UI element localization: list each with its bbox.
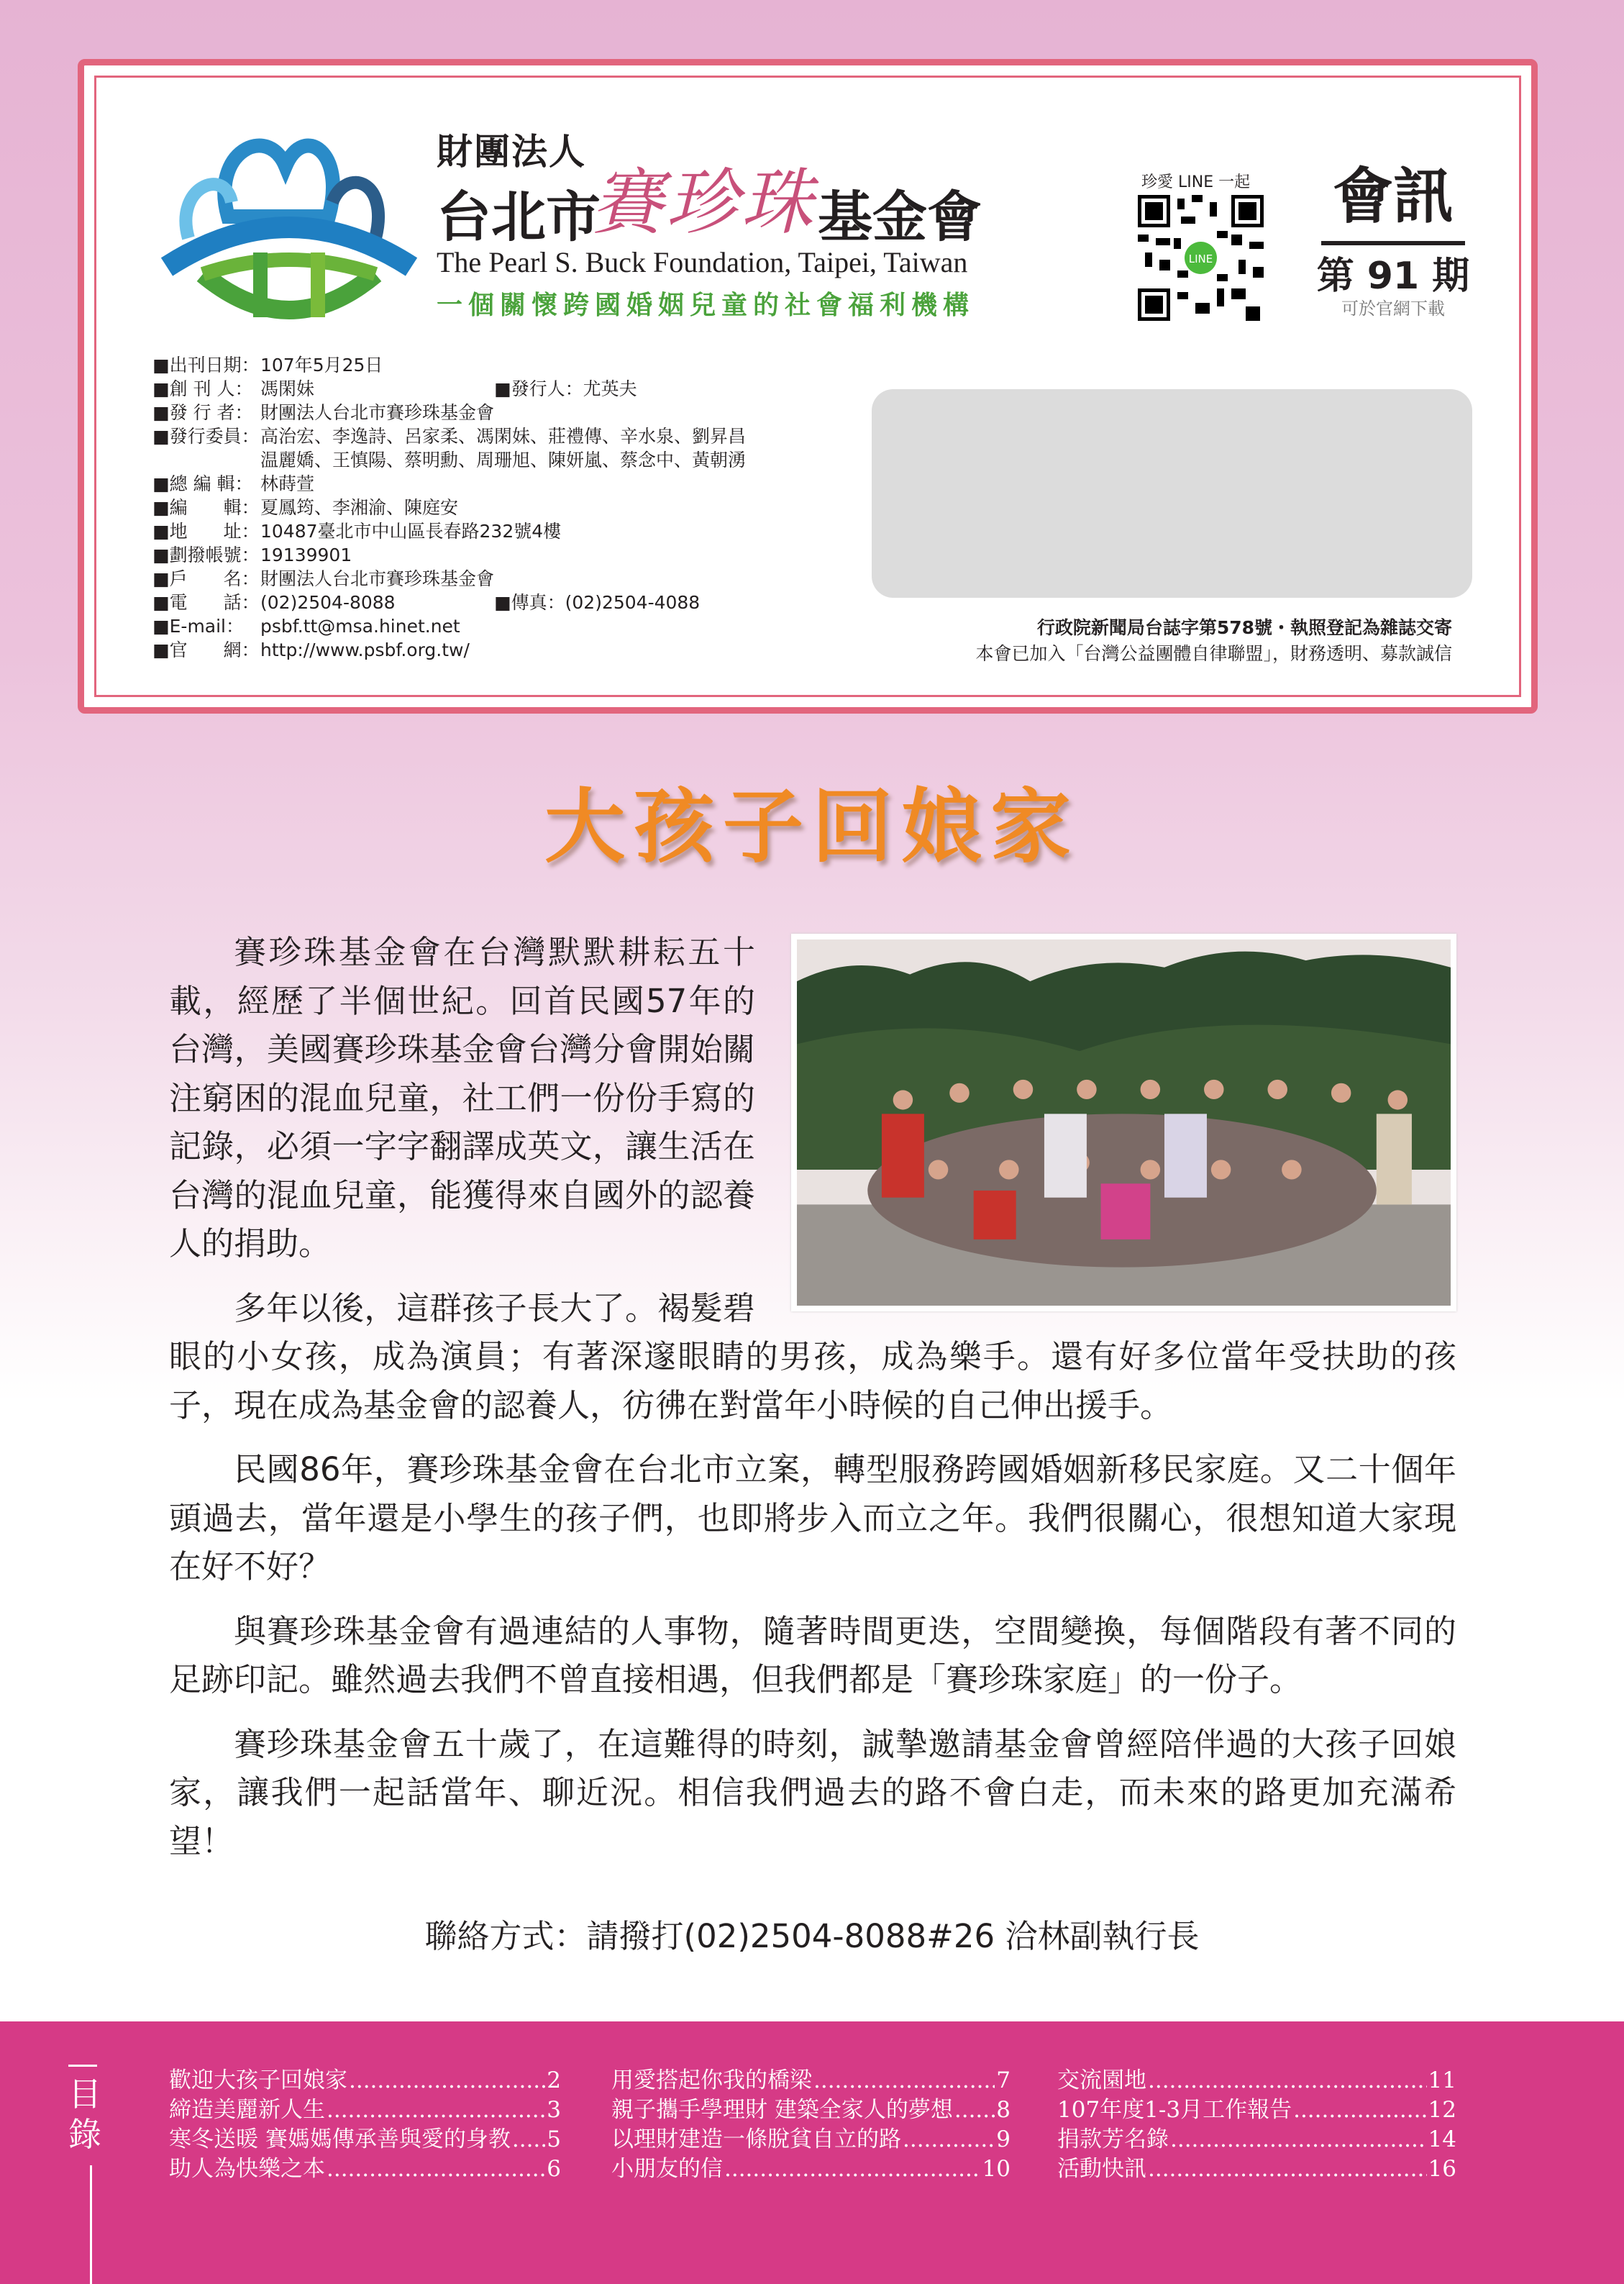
info-label: ■ 官 網： xyxy=(152,638,260,662)
info-label: ■ 劃撥帳號： xyxy=(152,543,260,567)
article-paragraph: 賽珍珠基金會在台灣默默耕耘五十載，經歷了半個世紀。回首民國57年的台灣，美國賽珍珠基金會台灣分會開始關注窮困的混血兒童，社工們一份份手寫的記錄，必須一字字翻譯成英文，讓生活在台灣的混血兒童，能獲得來自國外的認養人的捐助。 xyxy=(169,933,755,1262)
toc-item[interactable] xyxy=(611,2125,1011,2155)
org-suffix: 基金會 xyxy=(818,185,982,249)
address: 10487臺北市中山區長春路232號4樓 xyxy=(260,521,562,542)
toc-page: 12 xyxy=(1428,2097,1456,2123)
toc-page: 2 xyxy=(547,2067,561,2093)
toc-title: 交流園地 xyxy=(1057,2067,1146,2093)
toc-title: 寒冬送暖 賽媽媽傳承善與愛的身教 xyxy=(169,2126,511,2152)
toc-item[interactable] xyxy=(1057,2096,1456,2125)
article-paragraph: 多年以後，這群孩子長大了。褐髮碧眼的小女孩，成為演員；有著深邃眼睛的男孩，成為樂手。還有好多位當年受扶助的孩子，現在成為基金會的認養人，彷彿在對當年小時候的自己伸出援手。 xyxy=(169,1288,1456,1424)
editors: 夏鳳筠、李湘渝、陳庭安 xyxy=(260,497,459,518)
registration-note: 行政院新聞局台誌字第578號・執照登記為雜誌交寄 xyxy=(1036,617,1452,638)
toc-page: 11 xyxy=(1428,2067,1456,2093)
publication-info xyxy=(152,353,746,662)
toc-title: 締造美麗新人生 xyxy=(169,2097,325,2123)
info-label: ■ 出刊日期： xyxy=(152,353,260,377)
info-label: ■ E-mail： xyxy=(152,614,260,638)
toc-title: 用愛搭起你我的橋梁 xyxy=(611,2067,812,2093)
info-label: ■發行人： xyxy=(494,378,583,399)
toc-item[interactable] xyxy=(1057,2155,1456,2184)
postal-account: 19139901 xyxy=(260,545,352,565)
founder: 馮閑妹 xyxy=(260,378,315,399)
website-link[interactable]: http://www.psbf.org.tw/ xyxy=(260,640,470,660)
toc-item[interactable] xyxy=(169,2125,561,2155)
info-label: ■ 創 刊 人： xyxy=(152,377,260,401)
toc-item[interactable] xyxy=(1057,2066,1456,2096)
toc-label: 目錄 xyxy=(68,2065,97,2155)
issue-number: 第 91 期 xyxy=(1316,255,1470,298)
download-note: 可於官網下載 xyxy=(1341,299,1445,319)
toc-title: 以理財建造一條脫貧自立的路 xyxy=(611,2126,901,2152)
toc-title: 助人為快樂之本 xyxy=(169,2156,325,2182)
toc-item[interactable] xyxy=(611,2155,1011,2184)
fax: (02)2504-4088 xyxy=(565,592,701,613)
alliance-note: 本會已加入「台灣公益團體自律聯盟」，財務透明、募款誠信 xyxy=(975,643,1452,664)
info-label: ■ 戶 名： xyxy=(152,567,260,591)
toc-column xyxy=(1057,2066,1456,2184)
org-city: 台北市 xyxy=(437,185,601,249)
committee-line-1: 高治宏、李逸詩、呂家柔、馮閑妹、莊禮傳、辛水泉、劉昇昌 xyxy=(260,426,747,447)
account-name: 財團法人台北市賽珍珠基金會 xyxy=(260,568,495,589)
contact-info: 聯絡方式：請撥打(02)2504-8088#26 洽林副執行長 xyxy=(424,1917,1200,1955)
toc-item[interactable] xyxy=(611,2096,1011,2125)
info-label: ■ 編 輯： xyxy=(152,496,260,519)
toc-page: 6 xyxy=(547,2156,561,2182)
toc-column xyxy=(611,2066,1011,2184)
info-label: ■ 地 址： xyxy=(152,519,260,543)
publish-date: 107年5月25日 xyxy=(260,355,383,376)
chief-editor: 林蒔萱 xyxy=(260,473,315,494)
info-label: ■ 總 編 輯： xyxy=(152,472,260,496)
line-badge: LINE xyxy=(1188,252,1213,265)
toc-page: 7 xyxy=(996,2067,1011,2093)
article-paragraph: 民國86年，賽珍珠基金會在台北市立案，轉型服務跨國婚姻新移民家庭。又二十個年頭過去，當年還是小學生的孩子們，也即將步入而立之年。我們很關心，很想知道大家現在好不好？ xyxy=(169,1450,1456,1585)
info-label: ■傳真： xyxy=(494,592,565,613)
toc-page: 9 xyxy=(996,2126,1011,2152)
toc-title: 小朋友的信 xyxy=(611,2156,723,2182)
toc-item[interactable] xyxy=(169,2155,561,2184)
toc-page: 14 xyxy=(1428,2126,1456,2152)
publisher-person: 尤英夫 xyxy=(583,378,637,399)
toc-column xyxy=(169,2066,561,2184)
toc-title: 活動快訊 xyxy=(1057,2156,1146,2182)
toc-page: 8 xyxy=(996,2097,1011,2123)
article-title: 大孩子回娘家 xyxy=(544,781,1080,874)
foundation-logo xyxy=(160,109,419,332)
toc-page: 16 xyxy=(1428,2156,1456,2182)
toc-page: 10 xyxy=(982,2156,1011,2182)
line-qr-code[interactable] xyxy=(1138,195,1264,321)
toc-item[interactable] xyxy=(169,2066,561,2096)
org-prefix: 財團法人 xyxy=(437,131,586,173)
publisher: 財團法人台北市賽珍珠基金會 xyxy=(260,402,495,423)
toc-title: 107年度1-3月工作報告 xyxy=(1057,2097,1292,2123)
toc-divider xyxy=(90,2165,92,2284)
toc-page: 3 xyxy=(547,2097,561,2123)
masthead-frame xyxy=(78,59,1538,714)
table-of-contents xyxy=(0,2021,1624,2284)
phone: (02)2504-8088 xyxy=(260,592,396,613)
org-slogan: 一個關懷跨國婚姻兒童的社會福利機構 xyxy=(437,291,975,320)
article-paragraph: 賽珍珠基金會五十歲了，在這難得的時刻，誠摯邀請基金會曾經陪伴過的大孩子回娘家，讓我們一起話當年、聊近況。相信我們過去的路不會白走，而未來的路更加充滿希望！ xyxy=(169,1724,1456,1860)
org-name: 賽珍珠 xyxy=(591,160,816,245)
article-paragraph: 與賽珍珠基金會有過連結的人事物，隨著時間更迭，空間變換，每個階段有著不同的足跡印記。雖然過去我們不曾直接相遇，但我們都是「賽珍珠家庭」的一份子。 xyxy=(169,1611,1456,1698)
email-link[interactable]: psbf.tt@msa.hinet.net xyxy=(260,616,460,637)
committee-line-2: 温麗嬌、王慎陽、蔡明勳、周珊旭、陳妍嵐、蔡念中、黃朝湧 xyxy=(260,450,747,470)
qr-label: 珍愛 LINE 一起 xyxy=(1141,173,1251,191)
mailing-label-area xyxy=(872,389,1472,598)
toc-page: 5 xyxy=(547,2126,561,2152)
newsletter-title: 會訊 xyxy=(1321,148,1465,245)
article-body xyxy=(169,928,1456,1881)
toc-title: 親子攜手學理財 建築全家人的夢想 xyxy=(611,2097,953,2123)
toc-item[interactable] xyxy=(611,2066,1011,2096)
toc-title: 歡迎大孩子回娘家 xyxy=(169,2067,347,2093)
toc-title: 捐款芳名錄 xyxy=(1057,2126,1169,2152)
info-label: ■ 發行委員： xyxy=(152,424,260,448)
info-label: ■ 發 行 者： xyxy=(152,401,260,424)
group-photo xyxy=(791,934,1456,1311)
toc-item[interactable] xyxy=(1057,2125,1456,2155)
toc-item[interactable] xyxy=(169,2096,561,2125)
org-english-name: The Pearl S. Buck Foundation, Taipei, Taiwan xyxy=(437,246,968,278)
info-label: ■ 電 話： xyxy=(152,591,260,614)
